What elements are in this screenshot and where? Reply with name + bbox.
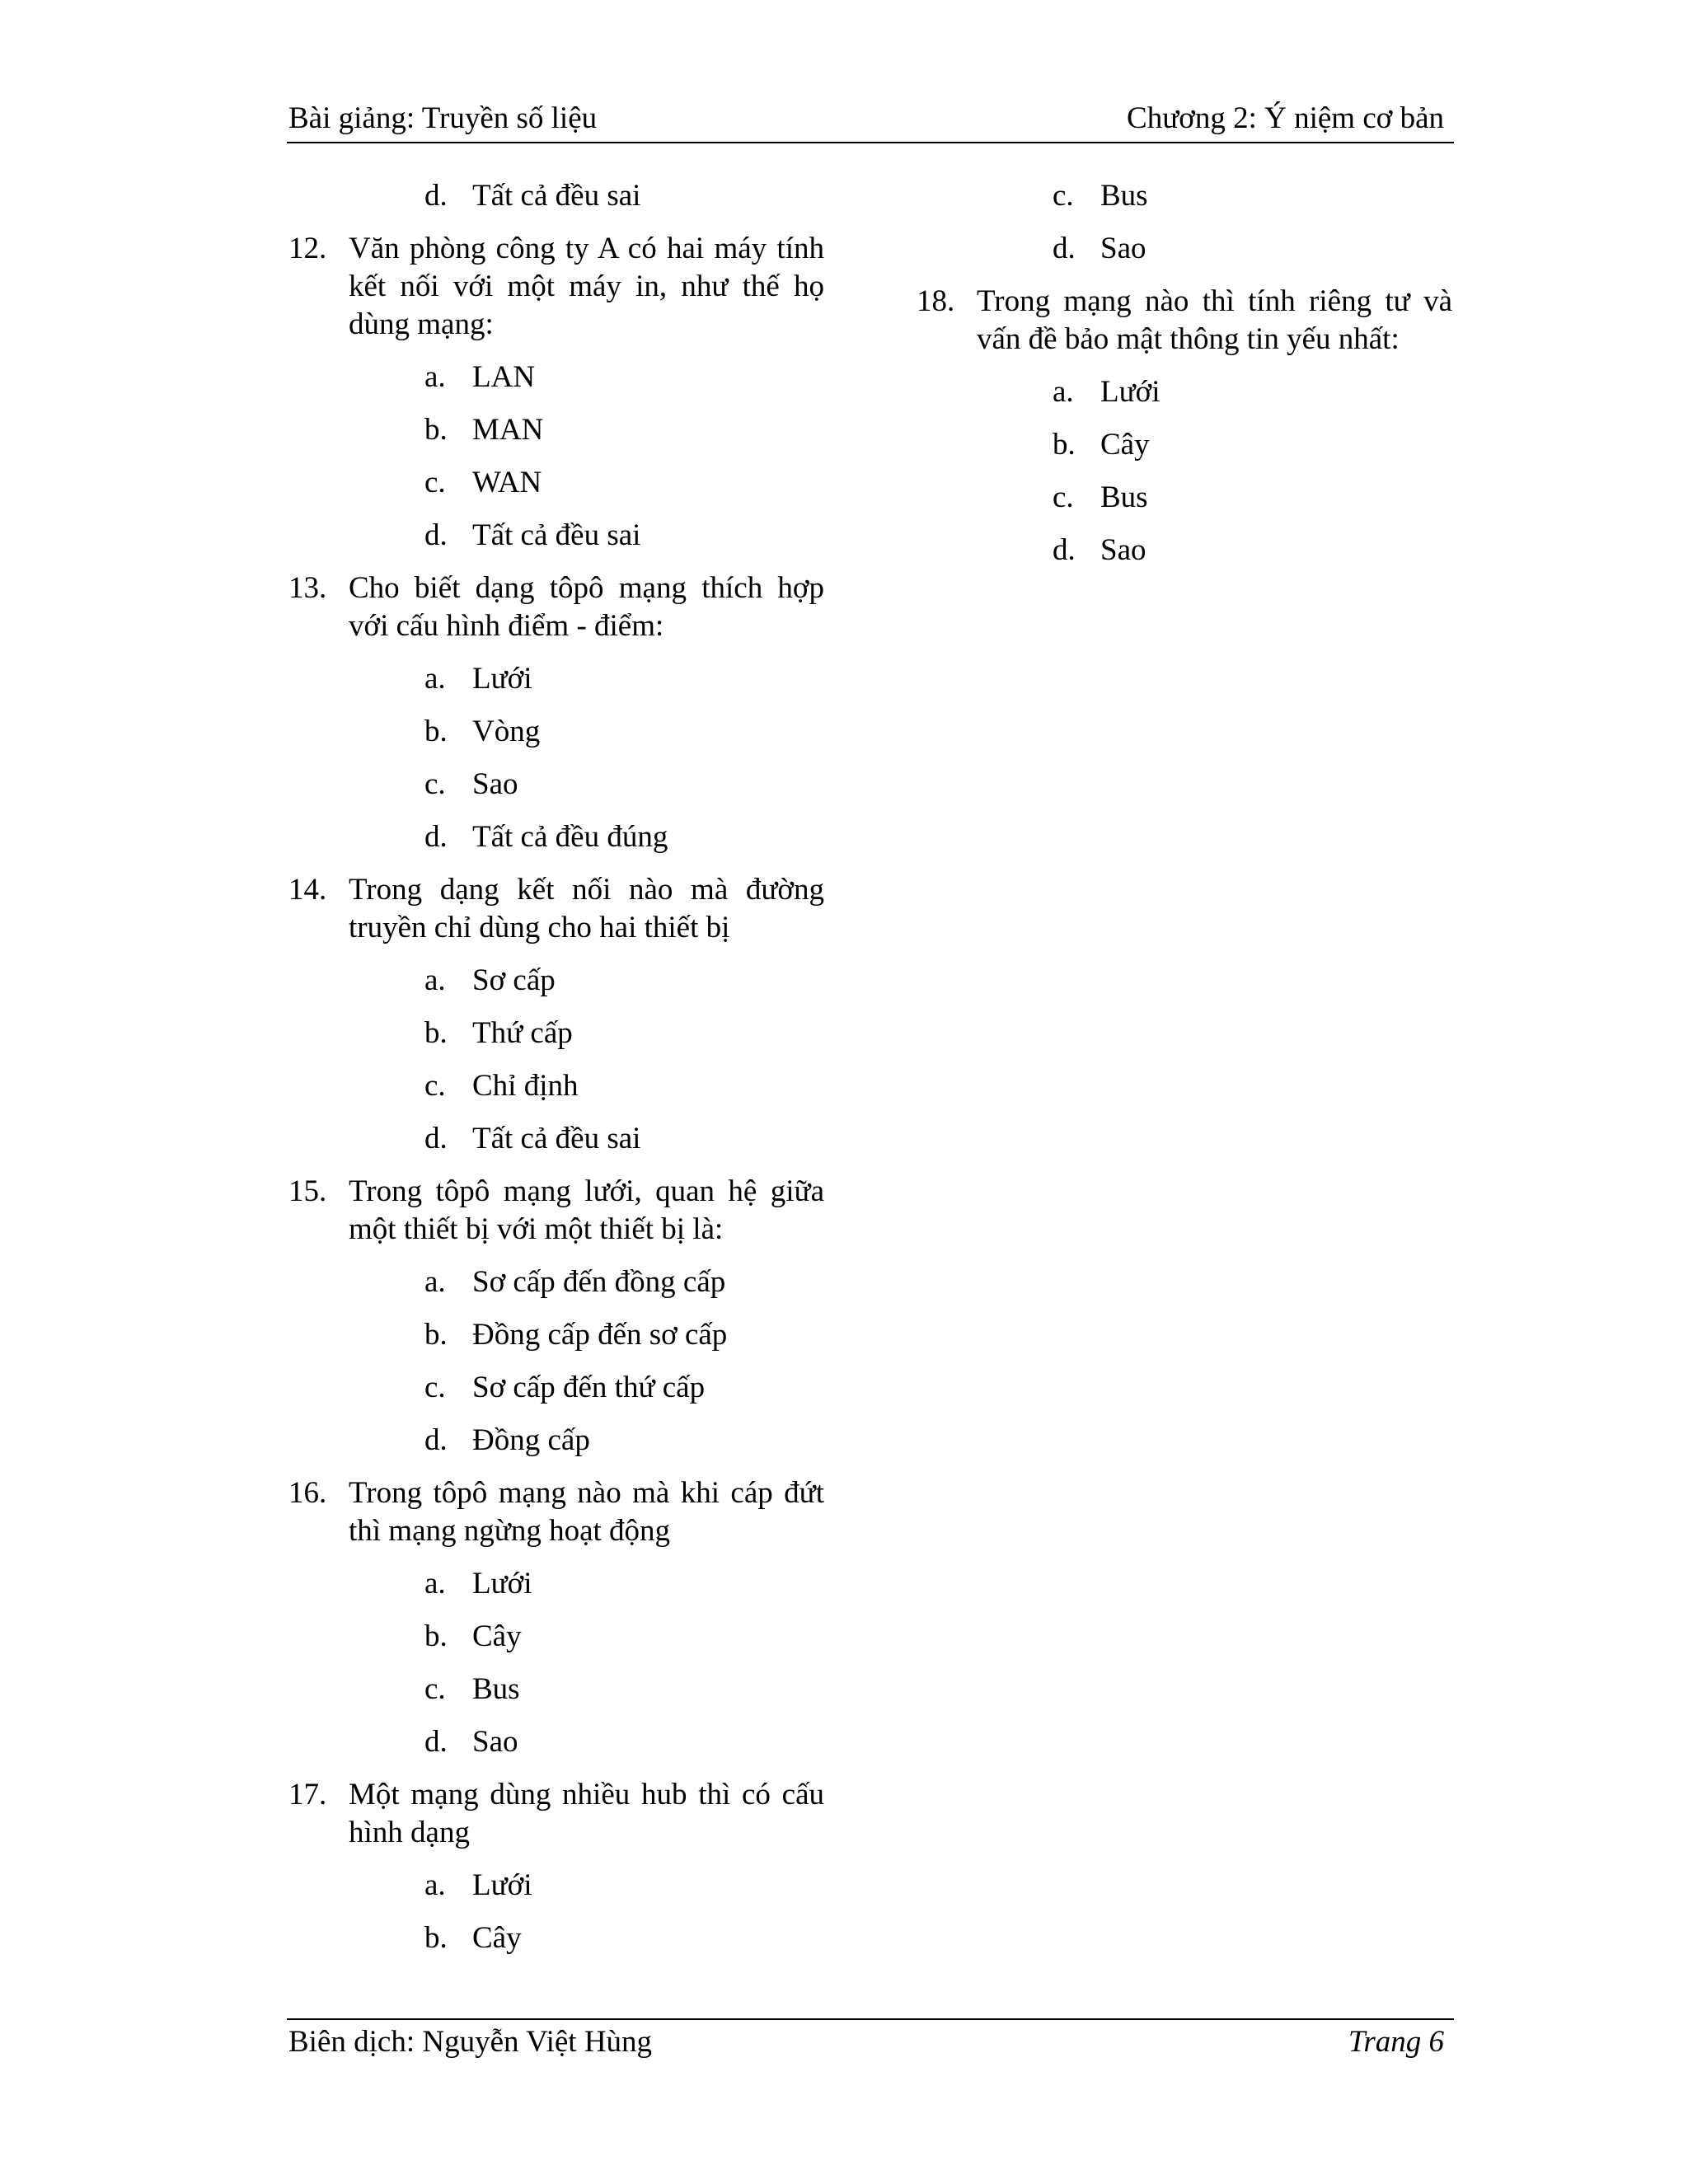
option-text: Vòng bbox=[472, 715, 541, 748]
option-text: Tất cả đều đúng bbox=[472, 820, 668, 854]
question-12 bbox=[288, 230, 824, 344]
option-label: d. bbox=[424, 820, 448, 854]
answer-option bbox=[288, 464, 824, 517]
answer-option bbox=[288, 411, 824, 464]
option-text: Lưới bbox=[472, 1868, 532, 1902]
question-text: Cho biết dạng tôpô mạng thích hợp với cấu hình điểm - điểm: bbox=[349, 571, 824, 643]
answer-option bbox=[288, 1120, 824, 1173]
question-17 bbox=[288, 1776, 824, 1852]
option-text: LAN bbox=[472, 360, 536, 394]
header-divider bbox=[287, 142, 1454, 143]
option-text: Sơ cấp đến đồng cấp bbox=[472, 1265, 726, 1299]
option-text: Chỉ định bbox=[472, 1069, 579, 1103]
option-text: Tất cả đều sai bbox=[472, 1122, 641, 1155]
answer-option bbox=[288, 1067, 824, 1120]
option-label: d. bbox=[424, 1423, 448, 1457]
option-text: Đồng cấp bbox=[472, 1423, 590, 1457]
footer-divider bbox=[287, 2018, 1454, 2020]
option-label: c. bbox=[424, 767, 446, 801]
question-number: 18. bbox=[917, 284, 955, 318]
left-column bbox=[288, 177, 824, 1972]
option-text: Lưới bbox=[472, 662, 532, 696]
header-chapter-title: Chương 2: Ý niệm cơ bản bbox=[1127, 101, 1444, 135]
option-label: b. bbox=[424, 1619, 448, 1653]
answer-option bbox=[288, 1867, 824, 1919]
option-label: d. bbox=[1053, 533, 1076, 567]
answer-option bbox=[288, 713, 824, 766]
answer-option bbox=[288, 359, 824, 411]
option-label: d. bbox=[424, 1725, 448, 1759]
answer-option bbox=[288, 1422, 824, 1474]
option-label: b. bbox=[424, 1016, 448, 1050]
option-text: Lưới bbox=[472, 1567, 532, 1601]
answer-option bbox=[917, 426, 1452, 479]
option-label: d. bbox=[424, 518, 448, 552]
option-label: d. bbox=[1053, 232, 1076, 265]
answer-option bbox=[288, 1671, 824, 1723]
option-label: c. bbox=[424, 1672, 446, 1706]
answer-option bbox=[288, 517, 824, 569]
option-label: b. bbox=[424, 1318, 448, 1352]
option-text: WAN bbox=[472, 466, 542, 499]
option-label: c. bbox=[1053, 480, 1074, 514]
answer-option bbox=[917, 532, 1452, 584]
page-header bbox=[288, 101, 1452, 140]
answer-option bbox=[288, 1263, 824, 1316]
option-label: a. bbox=[424, 1868, 446, 1902]
option-text: Bus bbox=[1100, 480, 1148, 514]
question-text: Một mạng dùng nhiều hub thì có cấu hình dạng bbox=[349, 1778, 824, 1849]
option-label: c. bbox=[424, 466, 446, 499]
answer-option bbox=[288, 177, 824, 230]
option-label: a. bbox=[424, 360, 446, 394]
option-text: Sơ cấp bbox=[472, 963, 556, 997]
option-label: a. bbox=[424, 1265, 446, 1299]
option-text: MAN bbox=[472, 413, 544, 447]
option-text: Cây bbox=[1100, 428, 1150, 462]
question-13 bbox=[288, 569, 824, 645]
answer-option bbox=[288, 818, 824, 871]
option-text: Sơ cấp đến thứ cấp bbox=[472, 1371, 706, 1404]
option-label: b. bbox=[424, 1921, 448, 1955]
option-text: Bus bbox=[1100, 179, 1148, 213]
answer-option bbox=[288, 660, 824, 713]
option-text: Thứ cấp bbox=[472, 1016, 573, 1050]
answer-option bbox=[917, 177, 1452, 230]
option-text: Sao bbox=[1100, 232, 1146, 265]
question-15 bbox=[288, 1173, 824, 1249]
question-16 bbox=[288, 1474, 824, 1550]
question-number: 13. bbox=[288, 571, 327, 605]
answer-option bbox=[288, 1369, 824, 1422]
option-text: Tất cả đều sai bbox=[472, 179, 641, 213]
option-text: Cây bbox=[472, 1619, 522, 1653]
option-text: Lưới bbox=[1100, 375, 1160, 409]
question-text: Trong tôpô mạng nào mà khi cáp đứt thì mạng ngừng hoạt động bbox=[349, 1476, 824, 1548]
option-label: a. bbox=[424, 662, 446, 696]
question-number: 16. bbox=[288, 1476, 327, 1510]
option-label: d. bbox=[424, 1122, 448, 1155]
option-text: Đồng cấp đến sơ cấp bbox=[472, 1318, 728, 1352]
right-column bbox=[917, 177, 1452, 584]
question-text: Trong tôpô mạng lưới, quan hệ giữa một thiết bị với một thiết bị là: bbox=[349, 1174, 824, 1246]
option-label: a. bbox=[1053, 375, 1074, 409]
question-text: Văn phòng công ty A có hai máy tính kết nối với một máy in, như thế họ dùng mạng: bbox=[349, 232, 824, 341]
option-text: Cây bbox=[472, 1921, 522, 1955]
question-text: Trong dạng kết nối nào mà đường truyền chỉ dùng cho hai thiết bị bbox=[349, 873, 824, 944]
answer-option bbox=[917, 373, 1452, 426]
answer-option bbox=[288, 1316, 824, 1369]
footer-translator: Biên dịch: Nguyễn Việt Hùng bbox=[288, 2025, 653, 2059]
answer-option bbox=[288, 1565, 824, 1618]
option-label: b. bbox=[424, 715, 448, 748]
option-label: d. bbox=[424, 179, 448, 213]
option-label: b. bbox=[424, 413, 448, 447]
answer-option bbox=[288, 1723, 824, 1776]
question-14 bbox=[288, 871, 824, 947]
option-label: c. bbox=[424, 1069, 446, 1103]
page-footer bbox=[288, 2024, 1452, 2064]
question-number: 14. bbox=[288, 873, 327, 907]
question-18 bbox=[917, 283, 1452, 359]
question-number: 17. bbox=[288, 1778, 327, 1811]
answer-option bbox=[917, 479, 1452, 532]
option-text: Sao bbox=[1100, 533, 1146, 567]
option-label: c. bbox=[1053, 179, 1074, 213]
answer-option bbox=[288, 766, 824, 818]
answer-option bbox=[288, 1919, 824, 1972]
option-label: c. bbox=[424, 1371, 446, 1404]
header-course-title: Bài giảng: Truyền số liệu bbox=[288, 101, 598, 135]
option-text: Sao bbox=[472, 767, 518, 801]
option-text: Bus bbox=[472, 1672, 520, 1706]
page-number: Trang 6 bbox=[1348, 2025, 1444, 2059]
answer-option bbox=[917, 230, 1452, 283]
question-text: Trong mạng nào thì tính riêng tư và vấn đề bảo mật thông tin yếu nhất: bbox=[977, 284, 1452, 356]
option-text: Tất cả đều sai bbox=[472, 518, 641, 552]
option-label: a. bbox=[424, 1567, 446, 1601]
option-label: b. bbox=[1053, 428, 1076, 462]
answer-option bbox=[288, 1015, 824, 1067]
question-number: 15. bbox=[288, 1174, 327, 1208]
question-number: 12. bbox=[288, 232, 327, 265]
option-label: a. bbox=[424, 963, 446, 997]
answer-option bbox=[288, 1618, 824, 1671]
option-text: Sao bbox=[472, 1725, 518, 1759]
answer-option bbox=[288, 962, 824, 1015]
